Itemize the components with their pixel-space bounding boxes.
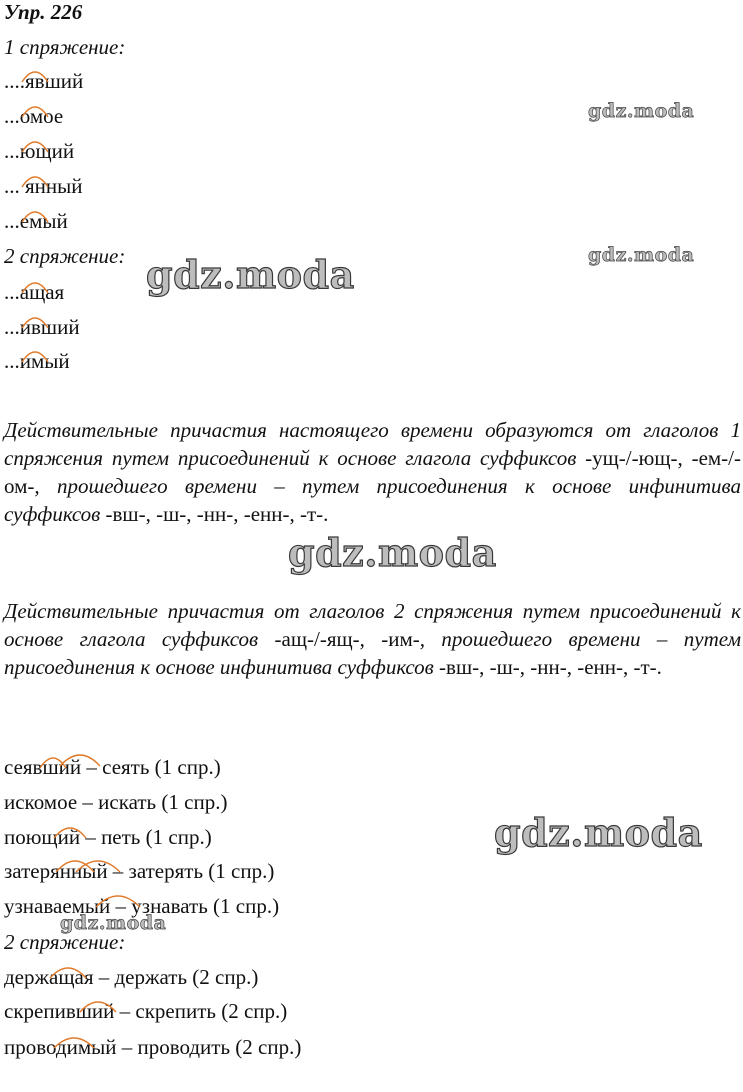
paragraph1-suffixes-past: -вш-, -ш-, -нн-, -енн-, -т-. <box>100 502 329 526</box>
rule-paragraph-2 <box>4 597 741 681</box>
paragraph1-part1: Действительные причастия настоящего времени образуются от глаголов 1 спряжения путем присоединений к основе глагола суффиксов <box>4 418 741 470</box>
watermark: gdz.moda <box>60 912 167 934</box>
group2-item: ...имый <box>4 349 70 373</box>
group1-heading: 1 спряжение: <box>4 35 126 59</box>
group2-item: ...ивший <box>4 315 80 339</box>
group1-item: ... янный <box>4 174 83 198</box>
example-row: затерянный – затерять (1 спр.) <box>4 859 275 883</box>
group1-item: ...емый <box>4 209 68 233</box>
watermark: gdz.moda <box>588 100 695 122</box>
paragraph2-suffixes: -ащ-/-ящ-, -им- <box>258 627 420 651</box>
group1-item: ....явший <box>4 69 84 93</box>
group2-heading: 2 спряжение: <box>4 244 126 268</box>
watermark: gdz.moda <box>146 252 355 297</box>
paragraph2-part1: Действительные причастия от глаголов 2 спряжения путем присоединений к основе глагола суффиксов <box>4 599 741 651</box>
example-row: искомое – искать (1 спр.) <box>4 790 228 814</box>
example-row: скрепивший – скрепить (2 спр.) <box>4 999 288 1023</box>
paragraph1-suffixes: -ущ-/-ющ-, -ем-/-ом- <box>4 446 741 498</box>
watermark: gdz.moda <box>288 530 497 575</box>
example-row: проводимый – проводить (2 спр.) <box>4 1035 302 1059</box>
paragraph2-suffixes-past: -вш-, -ш-, -нн-, -енн-, -т-. <box>433 655 662 679</box>
watermark: gdz.moda <box>588 244 695 266</box>
exercise-title: Упр. 226 <box>4 0 83 24</box>
paragraph2-part3: , прошедшего времени – путем присоединения к основе инфинитива суффиксов <box>4 627 741 679</box>
group1-item: ...ющий <box>4 139 75 163</box>
example-row: сеявший – сеять (1 спр.) <box>4 755 221 779</box>
example-row: держащая – держать (2 спр.) <box>4 965 259 989</box>
watermark: gdz.moda <box>494 810 703 855</box>
rule-paragraph-1 <box>4 416 741 528</box>
group1-item: ...омое <box>4 104 64 128</box>
example-row: поющий – петь (1 спр.) <box>4 825 212 849</box>
group2-item: ...ащая <box>4 280 65 304</box>
examples2-heading: 2 спряжение: <box>4 930 126 954</box>
paragraph1-part3: , прошедшего времени – путем присоединения к основе инфинитива суффиксов <box>4 474 741 526</box>
example-row: узнаваемый – узнавать (1 спр.) <box>4 894 280 918</box>
